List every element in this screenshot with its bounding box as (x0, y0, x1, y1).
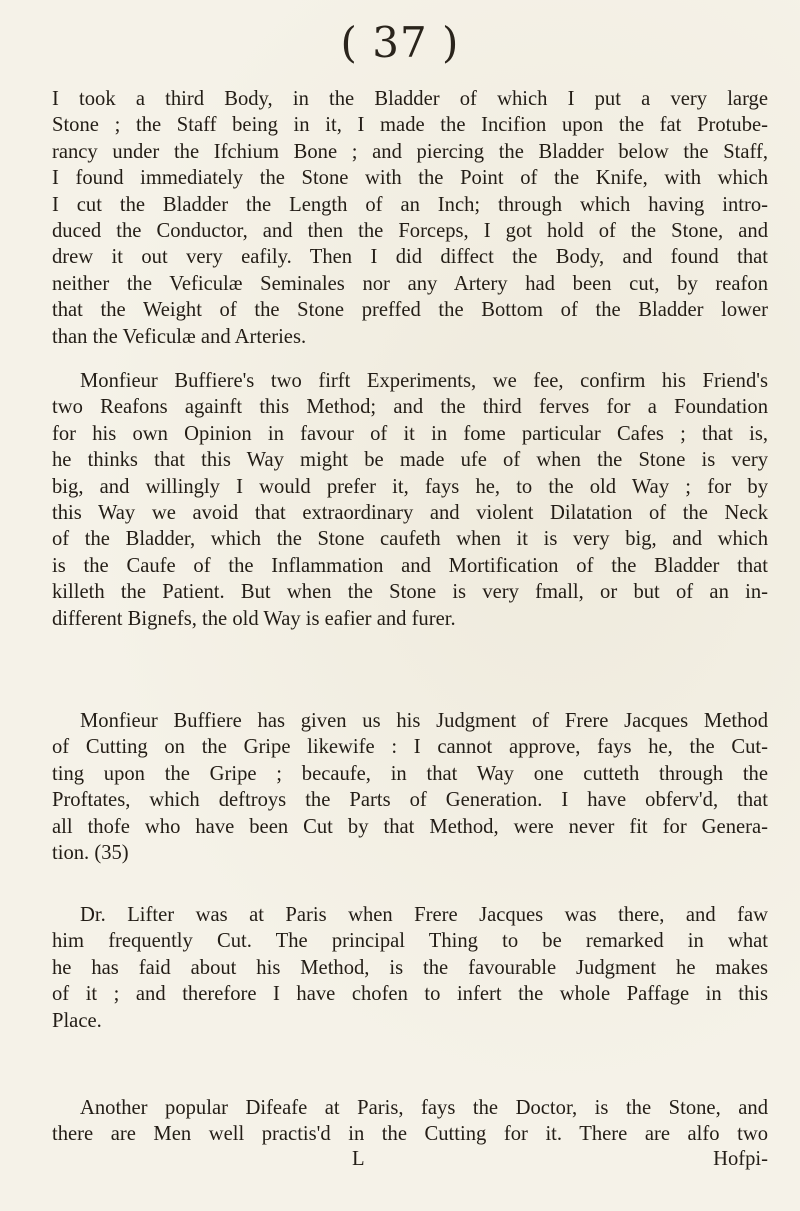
text-line: of Cutting on the Gripe likewife : I cannot approve, fays he, the Cut- (52, 736, 768, 759)
text-line: him frequently Cut. The principal Thing to be remarked in what (52, 930, 768, 953)
text-line: big, and willingly I would prefer it, fays he, to the old Way ; for by (52, 475, 768, 498)
paragraph-2 (52, 368, 768, 632)
text-line: rancy under the Ifchium Bone ; and piercing the Bladder below the Staff, (52, 140, 768, 163)
text-line: there are Men well practis'd in the Cutting for it. There are alfo two (52, 1123, 768, 1146)
paragraph-4 (52, 902, 768, 1034)
text-line: for his own Opinion in favour of it in fome particular Cafes ; that is, (52, 422, 768, 445)
text-line: two Reafons againft this Method; and the third ferves for a Foundation (52, 396, 768, 419)
text-line: he thinks that this Way might be made ufe of when the Stone is very (52, 449, 768, 472)
catchword: Hofpi- (713, 1148, 768, 1170)
text-line: this Way we avoid that extraordinary and violent Dilatation of the Neck (52, 502, 768, 525)
text-line: Monfieur Buffiere's two firft Experiments, we fee, confirm his Friend's (80, 370, 768, 392)
text-line: than the Veficulæ and Arteries. (52, 325, 307, 348)
text-line: Place. (52, 1009, 102, 1032)
text-line: I took a third Body, in the Bladder of which I put a very large (52, 88, 768, 110)
text-line: drew it out very eafily. Then I did diffect the Body, and found that (52, 246, 768, 269)
text-line: Monfieur Buffiere has given us his Judgment of Frere Jacques Method (80, 710, 768, 732)
text-line: Stone ; the Staff being in it, I made the Incifion upon the fat Protube- (52, 114, 768, 137)
text-line: of the Bladder, which the Stone caufeth when it is very big, and which (52, 528, 768, 551)
text-line: I cut the Bladder the Length of an Inch; through which having intro- (52, 193, 768, 216)
text-line: ting upon the Gripe ; becaufe, in that Way one cutteth through the (52, 762, 768, 785)
signature-mark: L (352, 1148, 365, 1170)
text-line: Another popular Difeafe at Paris, fays the Doctor, is the Stone, and (80, 1097, 768, 1119)
paragraph-3 (52, 708, 768, 866)
text-line: of it ; and therefore I have chofen to infert the whole Paffage in this (52, 983, 768, 1006)
text-line: is the Caufe of the Inflammation and Mortification of the Bladder that (52, 554, 768, 577)
page-number: ( 37 ) (340, 18, 460, 67)
text-line: I found immediately the Stone with the Point of the Knife, with which (52, 167, 768, 190)
text-line: Proftates, which deftroys the Parts of Generation. I have obferv'd, that (52, 789, 768, 812)
paragraph-1 (52, 86, 768, 350)
text-line: neither the Veficulæ Seminales nor any Artery had been cut, by reafon (52, 272, 768, 295)
text-line: tion. (35) (52, 842, 129, 865)
text-line: duced the Conductor, and then the Forceps, I got hold of the Stone, and (52, 220, 768, 243)
text-line: he has faid about his Method, is the favourable Judgment he makes (52, 956, 768, 979)
paragraph-5 (52, 1095, 768, 1148)
text-line: different Bignefs, the old Way is eafier and furer. (52, 607, 456, 630)
text-line: Dr. Lifter was at Paris when Frere Jacques was there, and faw (80, 904, 768, 926)
text-line: all thofe who have been Cut by that Method, were never fit for Genera- (52, 815, 768, 838)
text-line: killeth the Patient. But when the Stone is very fmall, or but of an in- (52, 581, 768, 604)
text-line: that the Weight of the Stone preffed the Bottom of the Bladder lower (52, 299, 768, 322)
